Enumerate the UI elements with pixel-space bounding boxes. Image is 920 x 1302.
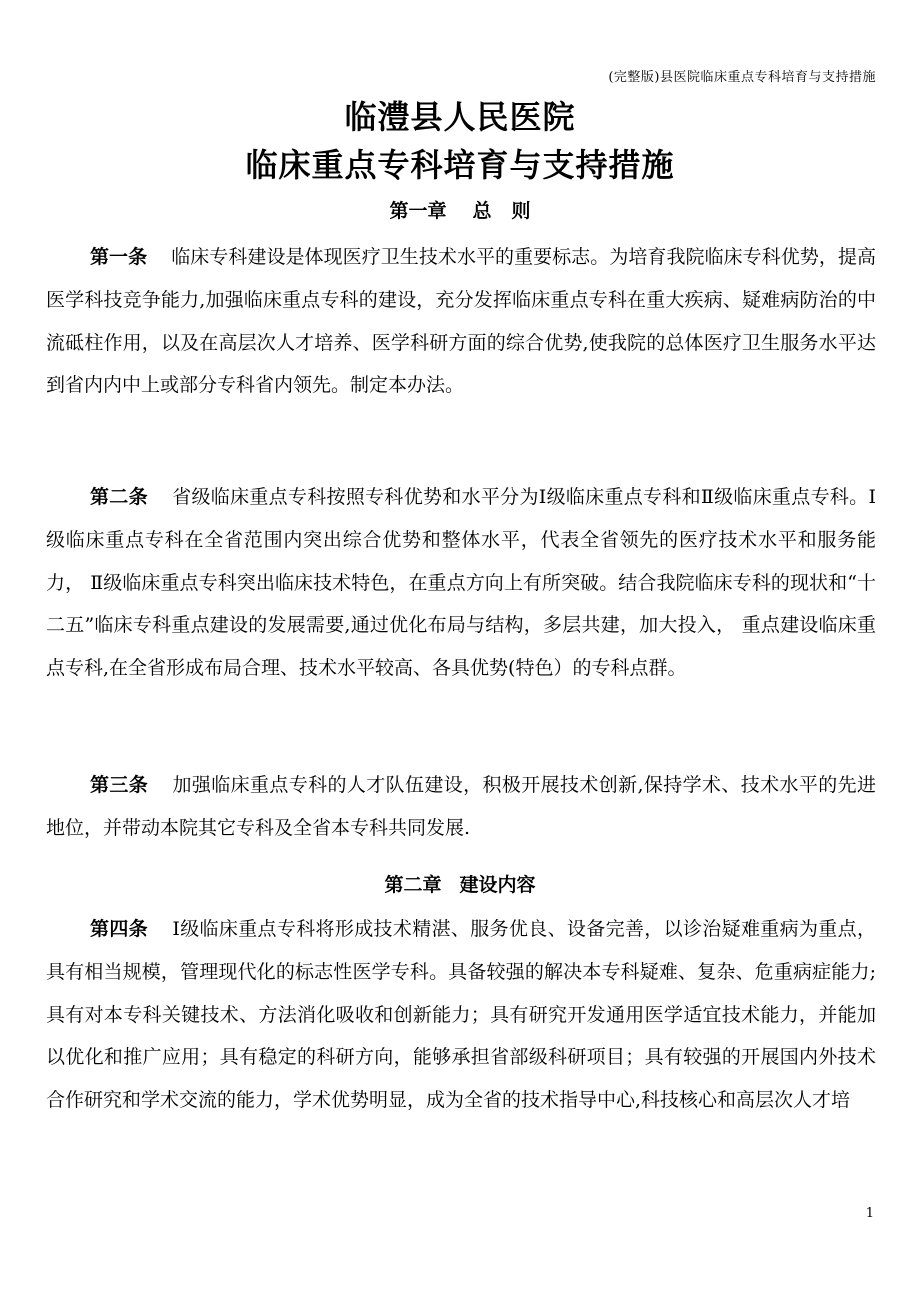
article-text: 加强临床重点专科的人才队伍建设，积极开展技术创新,保持学术、技术水平的先进地位，并带动本院其它专科及全省本专科共同发展.	[46, 774, 876, 839]
article-3	[46, 764, 876, 850]
article-text: 临床专科建设是体现医疗卫生技术水平的重要标志。为培育我院临床专科优势，提高医学科技竞争能力,加强临床重点专科的建设，充分发挥临床重点专科在重大疾病、疑难病防治的中流砥柱作用，以及在高层次人才培养、医学科研方面的综合优势,使我院的总体医疗卫生服务水平达到省内内中上或部分专科省内领先。制定本办法。	[46, 246, 876, 397]
article-text: 省级临床重点专科按照专科优势和水平分为Ⅰ级临床重点专科和Ⅱ级临床重点专科。Ⅰ级临床重点专科在全省范围内突出综合优势和整体水平，代表全省领先的医疗技术水平和服务能力， Ⅱ级临床重点专科突出临床技术特色，在重点方向上有所突破。结合我院临床专科的现状和“十二五”临床专科重点建设的发展需要,通过优化布局与结构，多层共建，加大投入， 重点建设临床重点专科,在全省形成布局合理、技术水平较高、各具优势(特色）的专科点群。	[46, 486, 876, 680]
article-4	[46, 908, 876, 1122]
page-number: 1	[865, 1206, 874, 1221]
document-title-line2: 临床重点专科培育与支持措施	[245, 146, 675, 184]
article-label: 第四条	[90, 918, 149, 940]
chapter-heading-2	[0, 870, 920, 897]
chapter-name: 总则	[472, 200, 551, 222]
article-2	[46, 476, 876, 690]
chapter-heading-1	[0, 196, 920, 223]
document-title-line1: 临澧县人民医院	[344, 98, 576, 136]
running-header: (完整版)县医院临床重点专科培育与支持措施	[608, 70, 876, 85]
article-1	[46, 236, 876, 407]
chapter-name: 建设内容	[459, 874, 536, 896]
article-label: 第三条	[90, 774, 149, 796]
article-label: 第一条	[90, 246, 148, 268]
chapter-number: 第一章	[389, 200, 447, 222]
article-text: Ⅰ级临床重点专科将形成技术精湛、服务优良、设备完善，以诊治疑难重病为重点，具有相当规模，管理现代化的标志性医学专科。具备较强的解决本专科疑难、复杂、危重病症能力;具有对本专科关键技术、方法消化吸收和创新能力；具有研究开发通用医学适宜技术能力，并能加以优化和推广应用；具有稳定的科研方向，能够承担省部级科研项目；具有较强的开展国内外技术合作研究和学术交流的能力，学术优势明显，成为全省的技术指导中心,科技核心和高层次人才培	[46, 918, 876, 1112]
article-label: 第二条	[90, 486, 148, 508]
chapter-number: 第二章	[384, 874, 442, 896]
